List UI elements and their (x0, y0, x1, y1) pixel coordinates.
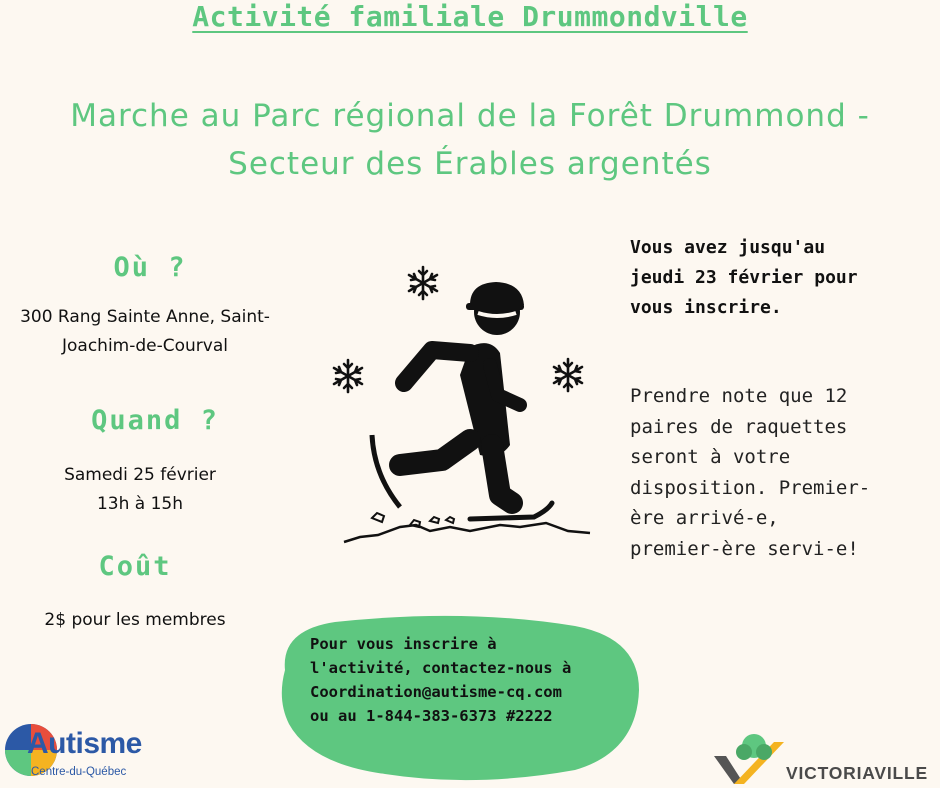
deadline-line: jeudi 23 février pour (630, 267, 858, 288)
snowflake-icon (409, 267, 437, 299)
victoriaville-logo-text: VICTORIAVILLE (786, 763, 928, 783)
note-line: paires de raquettes (630, 415, 848, 438)
note-line: disposition. Premier- (630, 476, 871, 499)
where-heading: Où ? (113, 252, 187, 283)
deadline-line: vous inscrire. (630, 297, 782, 318)
note-line: premier-ère servi-e! (630, 537, 859, 560)
note-line: ère arrivé-e, (630, 507, 779, 529)
when-heading: Quand ? (91, 405, 219, 436)
date-text (20, 461, 260, 519)
cost-text: 2$ pour les membres (44, 610, 226, 630)
address-line: 300 Rang Sainte Anne, Saint- (20, 307, 270, 327)
autisme-logo-text: Autisme (27, 727, 142, 760)
activity-subtitle (40, 92, 900, 188)
page-title-text: Activité familiale Drummondville (192, 0, 748, 33)
snowshoe-note (630, 381, 930, 564)
autisme-logo-subtext: Centre-du-Québec (31, 766, 127, 778)
address-line: Joachim-de-Courval (62, 336, 228, 356)
deadline-text (630, 233, 930, 323)
subtitle-line: Marche au Parc régional de la Forêt Drummond - (70, 98, 870, 134)
address-text (0, 303, 290, 361)
time-line: 13h à 15h (96, 494, 184, 514)
contact-line: l'activité, contactez-nous à (310, 659, 572, 677)
note-line: seront à votre (630, 446, 791, 468)
snowflake-icon (554, 359, 582, 391)
date-line: Samedi 25 février (64, 465, 216, 485)
deadline-line: Vous avez jusqu'au (630, 237, 826, 258)
snowflake-icon (334, 360, 362, 392)
contact-phone[interactable]: ou au 1-844-383-6373 #2222 (310, 707, 553, 725)
page-title (0, 0, 940, 33)
subtitle-line: Secteur des Érables argentés (228, 146, 712, 182)
contact-text (310, 632, 630, 728)
contact-email[interactable]: Coordination@autisme-cq.com (310, 683, 562, 701)
cost-heading: Coût (98, 551, 172, 582)
snowshoe-hiker-icon (320, 255, 600, 550)
note-line: Prendre note que 12 (630, 385, 848, 407)
contact-line: Pour vous inscrire à (310, 635, 497, 653)
